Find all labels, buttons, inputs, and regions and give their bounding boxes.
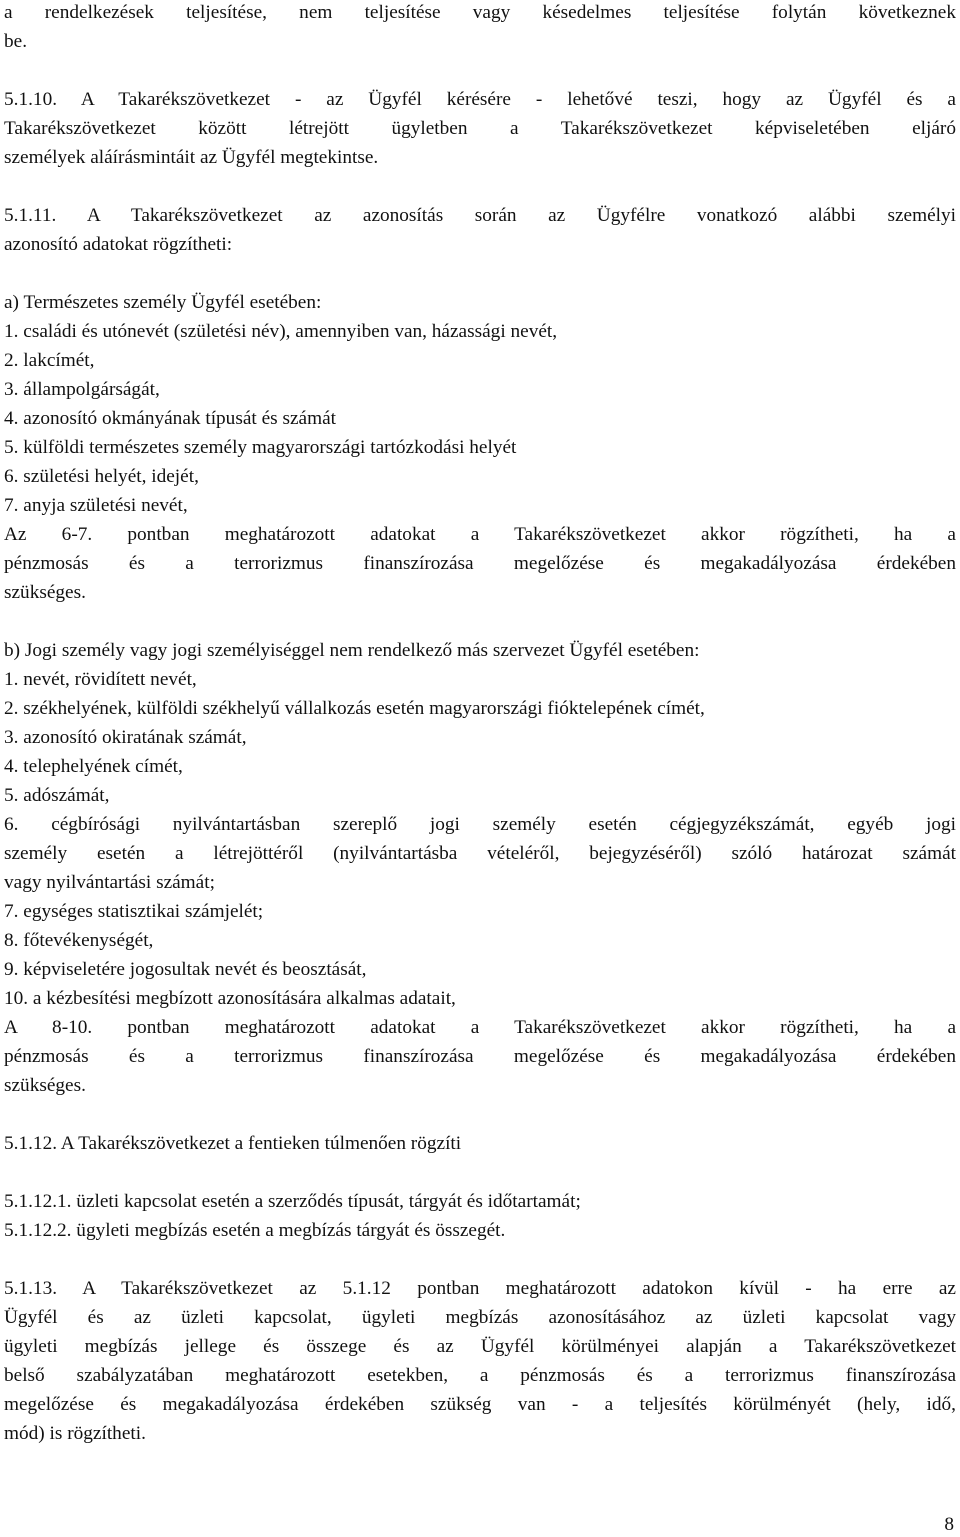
text-line: mód) is rögzítheti. <box>4 1423 146 1444</box>
list-item: 6. cégbírósági nyilvántartásban szereplő jogi személy esetén cégjegyzékszámát, egyéb jogi <box>4 814 956 835</box>
text-line: személyek aláírásmintáit az Ügyfél megtekintse. <box>4 147 379 168</box>
list-item: 1. nevét, rövidített nevét, <box>4 669 197 690</box>
list-item: 3. azonosító okiratának számát, <box>4 727 247 748</box>
paragraph-gap <box>4 1245 956 1274</box>
paragraph-gap <box>4 56 956 85</box>
text-line: 5.1.12.1. üzleti kapcsolat esetén a szerződés típusát, tárgyát és időtartamát; <box>4 1191 581 1212</box>
list-item: 7. egységes statisztikai számjelét; <box>4 901 264 922</box>
text-line: belső szabályzatában meghatározott esetekben, a pénzmosás és a terrorizmus finanszírozása <box>4 1365 956 1386</box>
text-line: szükséges. <box>4 1075 86 1096</box>
text-line: megelőzése és megakadályozása érdekében szükség van - a teljesítés körülményét (hely, idő, <box>4 1394 956 1415</box>
document-page <box>4 0 956 1448</box>
list-item: 7. anyja születési nevét, <box>4 495 188 516</box>
text-line: A 8-10. pontban meghatározott adatokat a Takarékszövetkezet akkor rögzítheti, ha a <box>4 1017 956 1038</box>
list-item: 3. állampolgárságát, <box>4 379 160 400</box>
text-line: 5.1.12. A Takarékszövetkezet a fentieken túlmenően rögzíti <box>4 1133 462 1154</box>
paragraph-gap <box>4 259 956 288</box>
text-line: szükséges. <box>4 582 86 603</box>
list-item: 10. a kézbesítési megbízott azonosítására alkalmas adatait, <box>4 988 456 1009</box>
list-item: 6. születési helyét, idejét, <box>4 466 199 487</box>
text-line: a rendelkezések teljesítése, nem teljesítése vagy késedelmes teljesítése folytán következnek <box>4 2 956 23</box>
paragraph-gap <box>4 1158 956 1187</box>
paragraph-gap <box>4 1100 956 1129</box>
text-line: Takarékszövetkezet között létrejött ügyletben a Takarékszövetkezet képviseletében eljáró <box>4 118 956 139</box>
text-line: azonosító adatokat rögzítheti: <box>4 234 233 255</box>
list-item: 1. családi és utónevét (születési név), amennyiben van, házassági nevét, <box>4 321 558 342</box>
text-line: 5.1.12.2. ügyleti megbízás esetén a megbízás tárgyát és összegét. <box>4 1220 506 1241</box>
text-line: Az 6-7. pontban meghatározott adatokat a Takarékszövetkezet akkor rögzítheti, ha a <box>4 524 956 545</box>
text-line: ügyleti megbízás jellege és összege és az Ügyfél körülményei alapján a Takarékszövetkezet <box>4 1336 956 1357</box>
section-heading: b) Jogi személy vagy jogi személyiséggel nem rendelkező más szervezet Ügyfél esetében: <box>4 640 700 661</box>
list-item: 9. képviseletére jogosultak nevét és beosztását, <box>4 959 367 980</box>
section-heading: a) Természetes személy Ügyfél esetében: <box>4 292 322 313</box>
list-item: 5. adószámát, <box>4 785 110 806</box>
list-item: 2. lakcímét, <box>4 350 95 371</box>
paragraph-gap <box>4 172 956 201</box>
paragraph-gap <box>4 607 956 636</box>
page-number: 8 <box>944 1514 954 1535</box>
text-line: be. <box>4 31 28 52</box>
text-line: vagy nyilvántartási számát; <box>4 872 215 893</box>
text-line: 5.1.11. A Takarékszövetkezet az azonosítás során az Ügyfélre vonatkozó alábbi személyi <box>4 205 956 226</box>
text-line: 5.1.10. A Takarékszövetkezet - az Ügyfél kérésére - lehetővé teszi, hogy az Ügyfél és a <box>4 89 956 110</box>
text-line: pénzmosás és a terrorizmus finanszírozása megelőzése és megakadályozása érdekében <box>4 553 956 574</box>
list-item: 5. külföldi természetes személy magyarországi tartózkodási helyét <box>4 437 517 458</box>
text-line: pénzmosás és a terrorizmus finanszírozása megelőzése és megakadályozása érdekében <box>4 1046 956 1067</box>
text-line: 5.1.13. A Takarékszövetkezet az 5.1.12 pontban meghatározott adatokon kívül - ha erre az <box>4 1278 956 1299</box>
list-item: 8. főtevékenységét, <box>4 930 154 951</box>
list-item: 2. székhelyének, külföldi székhelyű vállalkozás esetén magyarországi fióktelepének címét, <box>4 698 705 719</box>
list-item: 4. azonosító okmányának típusát és számát <box>4 408 336 429</box>
list-item: 4. telephelyének címét, <box>4 756 183 777</box>
text-line: személy esetén a létrejöttéről (nyilvántartásba vételéről, bejegyzéséről) szóló határozat számát <box>4 843 956 864</box>
text-line: Ügyfél és az üzleti kapcsolat, ügyleti megbízás azonosításához az üzleti kapcsolat vagy <box>4 1307 956 1328</box>
